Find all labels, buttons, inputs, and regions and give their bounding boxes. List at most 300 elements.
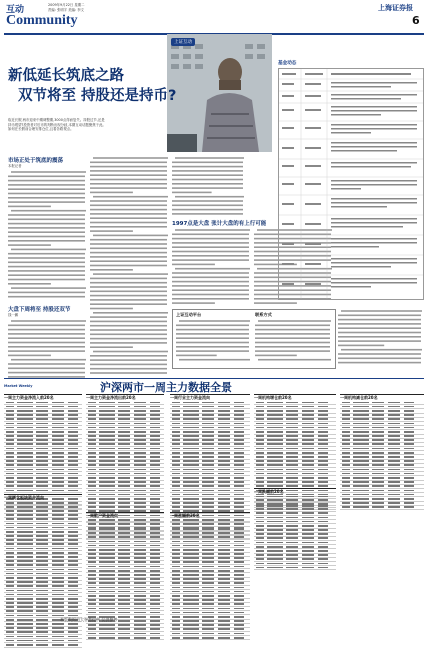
table-cell: [218, 443, 230, 445]
table-cell: [404, 448, 414, 450]
table-cell: [17, 469, 33, 471]
table-cell: [202, 536, 214, 538]
text-line: [176, 333, 249, 335]
table-cell: [218, 633, 230, 635]
table-cell: [36, 456, 48, 458]
table-cell: [183, 587, 199, 589]
table-cell: [52, 406, 64, 408]
table-cell: [6, 619, 14, 621]
table-cell: [318, 435, 328, 437]
table-cell: [36, 435, 48, 437]
table-cell: [6, 514, 14, 516]
table-cell: [218, 557, 230, 559]
table-cell: [17, 636, 33, 638]
text-line: [175, 229, 250, 231]
text-line: [255, 346, 330, 348]
table-cell: [183, 520, 199, 522]
table-cell: [183, 603, 199, 605]
table-cell: [183, 410, 199, 412]
table-cell: [202, 532, 214, 534]
table-cell: [256, 435, 264, 437]
table-cell: [218, 498, 230, 500]
table-cell: [99, 566, 115, 568]
table-cell: [267, 427, 283, 429]
table-cell: [183, 595, 199, 597]
text-line: [90, 342, 167, 344]
text-line: [172, 170, 243, 172]
table-cell: [302, 485, 314, 487]
text-line: [172, 302, 215, 304]
table-cell: [172, 549, 180, 551]
table-cell: [118, 549, 130, 551]
table-cell: [372, 439, 384, 441]
table-cell: [6, 602, 14, 604]
table-cell: [68, 464, 78, 466]
text-line: [176, 337, 249, 339]
table-cell: [36, 464, 48, 466]
table-cell: [134, 603, 146, 605]
table-cell: [52, 443, 64, 445]
table-cell: [52, 427, 64, 429]
table-cell: [99, 553, 115, 555]
table-cell: [6, 569, 14, 571]
table-cell: [118, 473, 130, 475]
table-cell: [202, 431, 214, 433]
table-cell: [99, 456, 115, 458]
table-cell: [353, 464, 369, 466]
table-cell: [150, 595, 160, 597]
table-cell: [36, 490, 48, 492]
text-line: [8, 270, 85, 272]
table-cell: [6, 469, 14, 471]
table-cell: [88, 477, 96, 479]
table-cell: [234, 464, 244, 466]
text-lines: [172, 156, 244, 216]
table-cell: [267, 550, 283, 552]
table-cell: [134, 402, 146, 404]
table-cell: [17, 402, 33, 404]
table-cell: [6, 531, 14, 533]
table-cell: [118, 624, 130, 626]
table-cell: [318, 418, 328, 420]
text-line: [90, 321, 167, 323]
table-cell: [88, 481, 96, 483]
table-cell: [88, 528, 96, 530]
table-cell: [134, 427, 146, 429]
table-cell: [134, 431, 146, 433]
table-cell: [372, 460, 384, 462]
table-cell: [302, 460, 314, 462]
table-cell: [218, 566, 230, 568]
table-cell: [388, 498, 400, 500]
table-cell: [404, 427, 414, 429]
table-cell: [99, 464, 115, 466]
text-line: [8, 223, 85, 225]
table-cell: [88, 443, 96, 445]
text-lines: [8, 170, 86, 298]
table-cell: [267, 443, 283, 445]
text-line: [90, 346, 133, 348]
table-cell: [318, 452, 328, 454]
column-1-heading: 市场正处于筑底的震荡: [8, 158, 64, 164]
table-cell: [150, 485, 160, 487]
table-cell: [267, 517, 283, 519]
table-cell: [318, 469, 328, 471]
table-cell: [150, 520, 160, 522]
column-7-text: [338, 309, 422, 367]
table-cell: [6, 623, 14, 625]
table-cell: [267, 521, 283, 523]
table-cell: [36, 644, 48, 646]
table-cell: [256, 550, 264, 552]
table-cell: [353, 456, 369, 458]
table-cell: [342, 502, 350, 504]
table-cell: [36, 506, 48, 508]
table-cell: [99, 494, 115, 496]
table-cell: [172, 582, 180, 584]
table-cell: [318, 406, 328, 408]
text-line: [90, 217, 167, 219]
text-line: [172, 264, 215, 266]
table-cell: [68, 473, 78, 475]
table-cell: [318, 485, 328, 487]
table-cell: [388, 464, 400, 466]
table-cell: [318, 481, 328, 483]
table-cell: [17, 581, 33, 583]
table-cell: [118, 578, 130, 580]
table-cell: [183, 612, 199, 614]
table-cell: [52, 577, 64, 579]
text-line: [172, 162, 243, 164]
table-cell: [172, 423, 180, 425]
table-cell: [318, 439, 328, 441]
table-cell: [372, 456, 384, 458]
table-cell: [6, 581, 14, 583]
text-line: [90, 282, 167, 284]
table-cell: [353, 406, 369, 408]
text-line: [90, 278, 167, 280]
table-cell: [372, 410, 384, 412]
table-cell: [150, 545, 160, 547]
table-cell: [302, 469, 314, 471]
table-cell: [286, 558, 298, 560]
table-cell: [68, 527, 78, 529]
table-cell: [342, 414, 350, 416]
table-cell: [150, 561, 160, 563]
table-cell: [234, 603, 244, 605]
text-line: [90, 329, 167, 331]
table-cell: [6, 527, 14, 529]
table-cell: [88, 574, 96, 576]
table-cell: [68, 481, 78, 483]
table-cell: [286, 481, 298, 483]
table-cell: [6, 640, 14, 642]
table-cell: [404, 502, 414, 504]
text-line: [90, 372, 167, 374]
table-cell: [52, 564, 64, 566]
table-cell: [218, 616, 230, 618]
table-cell: [6, 485, 14, 487]
table-cell: [302, 448, 314, 450]
table-cell: [342, 456, 350, 458]
table-cell: [172, 587, 180, 589]
table-cell: [183, 536, 199, 538]
table-cell: [52, 644, 64, 646]
table-cell: [183, 406, 199, 408]
table-cell: [234, 628, 244, 630]
table-cell: [150, 469, 160, 471]
table-cell: [218, 578, 230, 580]
table-cell: [256, 431, 264, 433]
table-cell: [118, 502, 130, 504]
table-cell: [388, 402, 400, 404]
table-cell: [404, 402, 414, 404]
text-line: [338, 340, 421, 342]
table-cell: [286, 508, 298, 510]
table-cell: [88, 460, 96, 462]
table-cell: [118, 612, 130, 614]
table-cell: [118, 616, 130, 618]
table-cell: [99, 481, 115, 483]
table-cell: [256, 533, 264, 535]
table-cell: [6, 590, 14, 592]
table-caption: 一周行业主力资金流向: [170, 395, 210, 400]
table-cell: [202, 427, 214, 429]
table-cell: [218, 591, 230, 593]
table-cell: [68, 427, 78, 429]
table-cell: [318, 542, 328, 544]
table-cell: [183, 561, 199, 563]
text-line: [90, 243, 167, 245]
table-cell: [36, 569, 48, 571]
table-cell: [118, 520, 130, 522]
text-line: [90, 183, 167, 185]
table-cell: [88, 524, 96, 526]
table-cell: [68, 581, 78, 583]
table-cell: [68, 469, 78, 471]
table-cell: [172, 591, 180, 593]
table-cell: [36, 402, 48, 404]
table-cell: [68, 590, 78, 592]
table-cell: [36, 606, 48, 608]
table-cell: [267, 477, 283, 479]
table-cell: [172, 557, 180, 559]
table-cell: [68, 456, 78, 458]
table-cell: [234, 502, 244, 504]
table-cell: [150, 574, 160, 576]
table-cell: [134, 612, 146, 614]
table-cell: [218, 406, 230, 408]
table-cell: [183, 494, 199, 496]
table-cell: [6, 560, 14, 562]
table-cell: [68, 477, 78, 479]
table-cell: [68, 556, 78, 558]
table-cell: [388, 410, 400, 412]
page-number: 6: [412, 14, 420, 27]
table-cell: [88, 423, 96, 425]
table-caption: 一周机构增仓前20名: [254, 395, 292, 400]
table-cell: [118, 637, 130, 639]
table-cell: [52, 548, 64, 550]
table-cell: [150, 549, 160, 551]
table-cell: [17, 506, 33, 508]
table-cell: [183, 460, 199, 462]
table-cell: [36, 477, 48, 479]
table-cell: [68, 585, 78, 587]
table-cell: [52, 518, 64, 520]
table-cell: [134, 498, 146, 500]
table-cell: [99, 599, 115, 601]
table-cell: [150, 439, 160, 441]
table-cell: [318, 443, 328, 445]
lead-line: 持币观望?投资者对后市的判断出现分歧,本期互动话题聚焦于此。: [8, 122, 106, 127]
table-cell: [52, 431, 64, 433]
table-cell: [6, 610, 14, 612]
table-cell: [6, 594, 14, 596]
table-cell: [172, 603, 180, 605]
table-cell: [202, 591, 214, 593]
table-cell: [150, 570, 160, 572]
table-cell: [234, 557, 244, 559]
table-cell: [150, 402, 160, 404]
table-cell: [302, 563, 314, 565]
table-cell: [99, 587, 115, 589]
table-cell: [218, 414, 230, 416]
table-cell: [99, 557, 115, 559]
table-cell: [318, 546, 328, 548]
text-line: [172, 213, 243, 215]
table-cell: [36, 556, 48, 558]
table-cell: [372, 406, 384, 408]
table-cell: [302, 512, 314, 514]
table-cell: [99, 402, 115, 404]
table-cell: [150, 587, 160, 589]
table-cell: [372, 448, 384, 450]
table-cell: [353, 481, 369, 483]
table-cell: [172, 545, 180, 547]
table-cell: [183, 633, 199, 635]
table-cell: [36, 640, 48, 642]
text-line: [90, 265, 167, 267]
table-cell: [17, 552, 33, 554]
table-cell: [318, 558, 328, 560]
text-line: [8, 355, 51, 357]
table-cell: [202, 435, 214, 437]
table-cell: [342, 418, 350, 420]
table-cell: [17, 406, 33, 408]
table-cell: [36, 485, 48, 487]
table-cell: [404, 439, 414, 441]
table-cell: [286, 567, 298, 569]
table-cell: [218, 587, 230, 589]
table-cell: [99, 410, 115, 412]
table-cell: [318, 448, 328, 450]
table-cell: [388, 481, 400, 483]
table-cell: [134, 578, 146, 580]
text-line: [90, 325, 167, 327]
table-cell: [88, 633, 96, 635]
table-cell: [218, 545, 230, 547]
table-cell: [342, 506, 350, 508]
table-cell: [202, 498, 214, 500]
table-cell: [286, 525, 298, 527]
table-cell: [286, 546, 298, 548]
table-cell: [36, 414, 48, 416]
table-cell: [68, 423, 78, 425]
table-cell: [6, 518, 14, 520]
table-cell: [372, 490, 384, 492]
table-cell: [256, 485, 264, 487]
table-cell: [6, 414, 14, 416]
table-cell: [172, 473, 180, 475]
table-cell: [17, 585, 33, 587]
table-cell: [183, 427, 199, 429]
table-cell: [342, 448, 350, 450]
table-cell: [134, 570, 146, 572]
lead-line: 如何在长假前合理安排仓位,且看各路观点。: [8, 127, 74, 132]
table-cell: [318, 496, 328, 498]
table-cell: [404, 414, 414, 416]
text-line: [175, 268, 250, 270]
table-cell: [234, 520, 244, 522]
table-cell: [353, 494, 369, 496]
table-cell: [172, 464, 180, 466]
table-cell: [202, 520, 214, 522]
table-cell: [118, 541, 130, 543]
table-cell: [318, 525, 328, 527]
text-line: [90, 170, 167, 172]
table-cell: [52, 414, 64, 416]
table-cell: [150, 506, 160, 508]
table-cell: [150, 477, 160, 479]
table-cell: [172, 427, 180, 429]
table-cell: [202, 628, 214, 630]
table-cell: [256, 477, 264, 479]
table-cell: [202, 460, 214, 462]
table-cell: [234, 477, 244, 479]
table-cell: [183, 637, 199, 639]
table-cell: [150, 628, 160, 630]
table-cell: [88, 570, 96, 572]
table-cell: [36, 548, 48, 550]
table-cell: [36, 473, 48, 475]
text-line: [8, 201, 85, 203]
table-cell: [52, 506, 64, 508]
table-cell: [202, 603, 214, 605]
table-cell: [36, 627, 48, 629]
table-cell: [342, 410, 350, 412]
table-cell: [234, 506, 244, 508]
table-cell: [118, 427, 130, 429]
table-cell: [183, 599, 199, 601]
table-cell: [68, 548, 78, 550]
table-cell: [234, 524, 244, 526]
table-cell: [134, 553, 146, 555]
table-cell: [52, 452, 64, 454]
table-cell: [202, 637, 214, 639]
market-table: [86, 512, 164, 613]
table-cell: [404, 506, 414, 508]
table-cell: [17, 518, 33, 520]
table-cell: [183, 418, 199, 420]
table-cell: [318, 464, 328, 466]
table-cell: [134, 481, 146, 483]
table-cell: [134, 448, 146, 450]
table-cell: [6, 644, 14, 646]
table-cell: [99, 423, 115, 425]
table-cell: [202, 481, 214, 483]
table-cell: [318, 508, 328, 510]
